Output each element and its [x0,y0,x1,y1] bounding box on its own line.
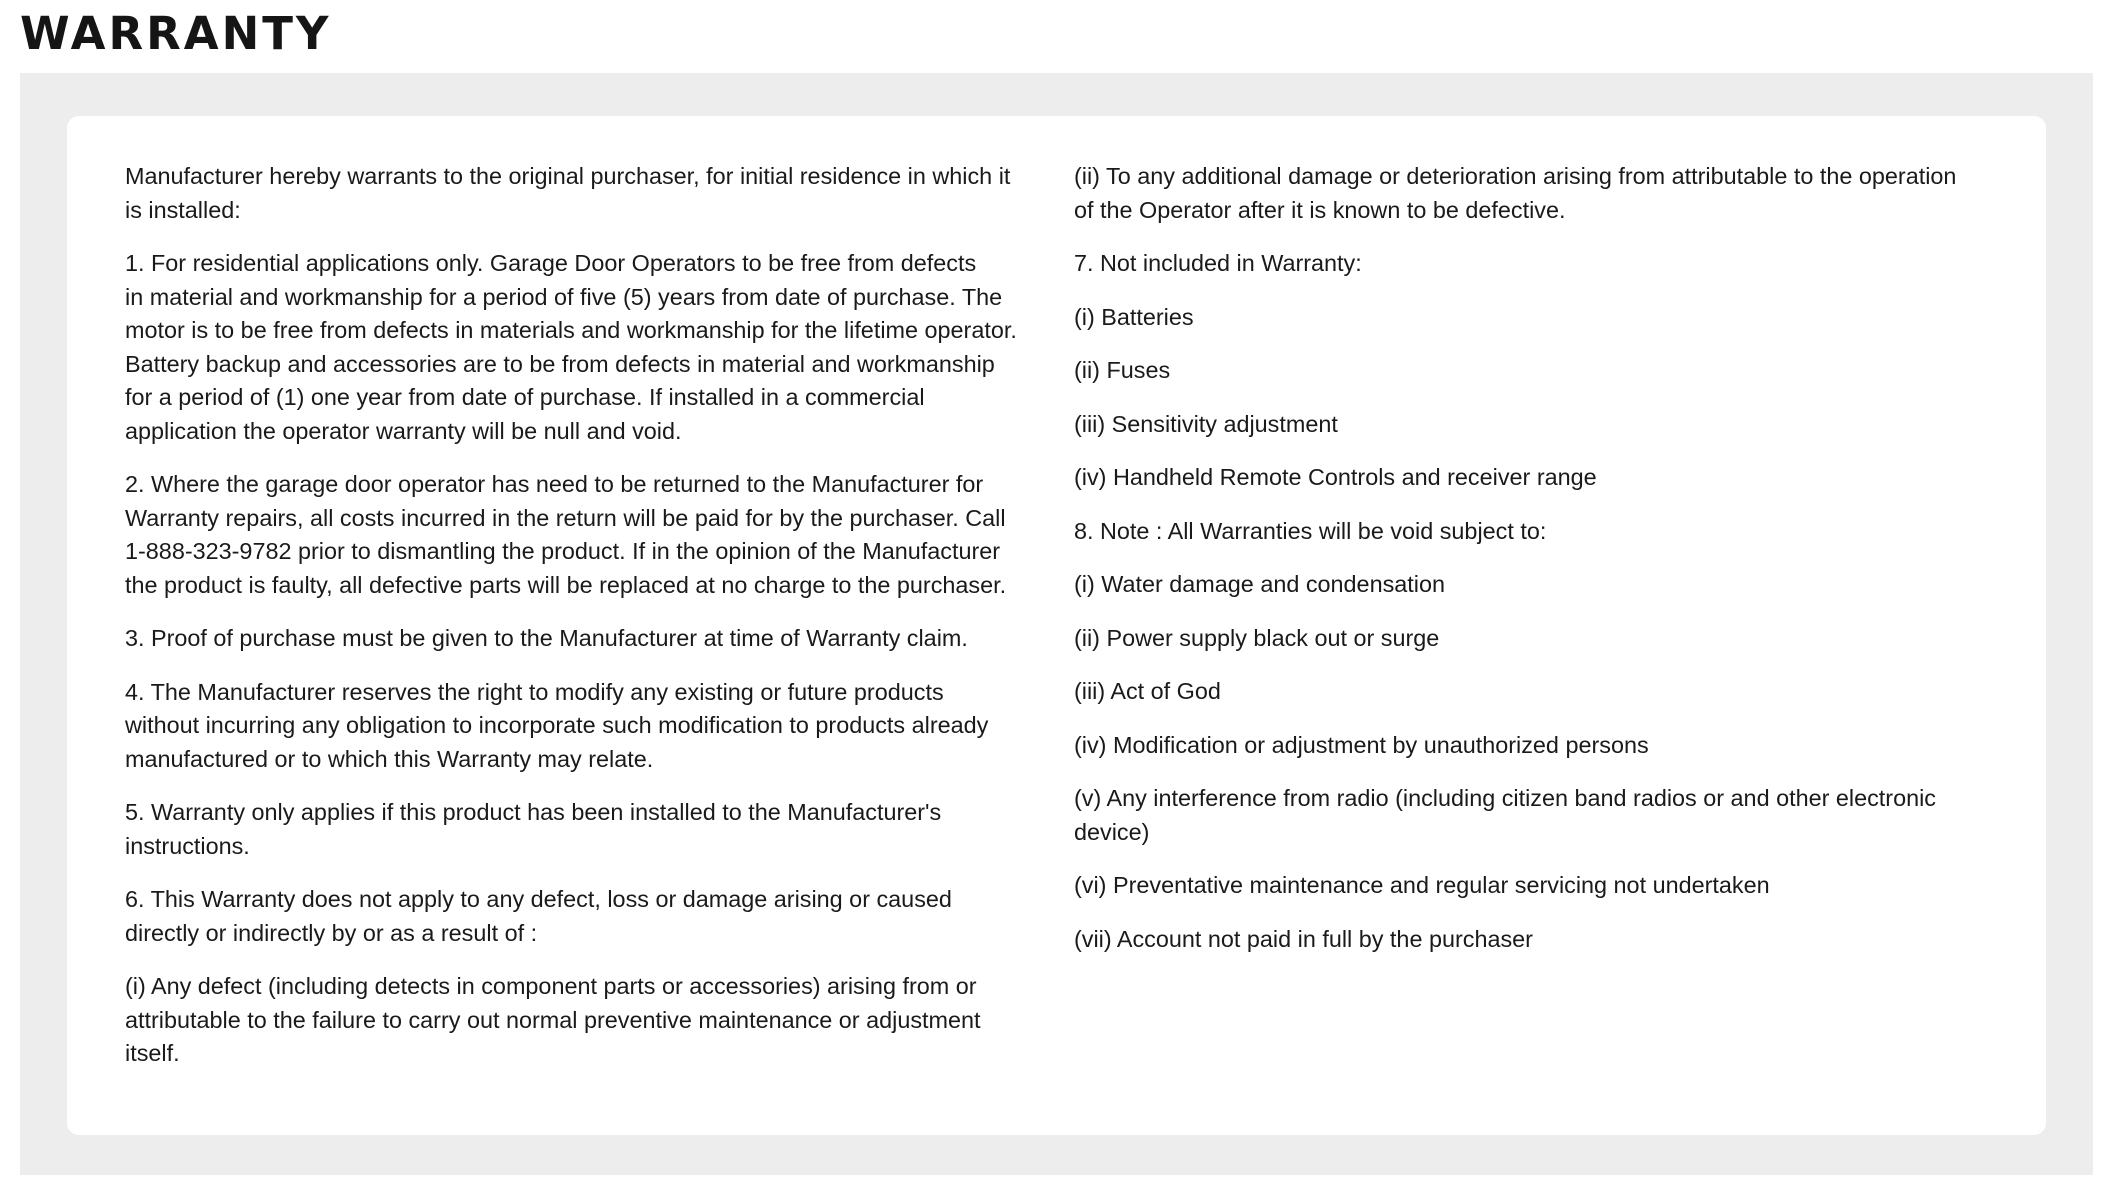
warranty-void-condition-item: (vii) Account not paid in full by the purchaser [1074,925,1533,952]
warranty-void-condition-item: (ii) Power supply black out or surge [1074,624,1440,651]
warranty-panel [20,73,2093,1175]
warranty-exclusion-item: (iii) Sensitivity adjustment [1074,410,1338,437]
warranty-clause-6-item-i: (i) Any defect (including detects in component parts or accessories) arising from or attributable to the failure to carry out normal preventive maintenance or adjustment itself. [125,973,981,1066]
warranty-void-condition-item: (iii) Act of God [1074,678,1221,704]
warranty-void-condition-item: (i) Water damage and condensation [1074,571,1445,597]
warranty-clause-8: 8. Note : All Warranties will be void subject to: [1074,517,1547,544]
warranty-void-condition-item: (vi) Preventative maintenance and regular servicing not undertaken [1074,872,1770,898]
warranty-clause-2: 2. Where the garage door operator has need to be returned to the Manufacturer for Warranty repairs, all costs incurred in the return will be paid for by the purchaser. Call 1-888-323-9782 prior to dismantling the product. If in the opinion of the Manufacturer the product is faulty, all defective parts will be replaced at no charge to the purchaser. [125,471,1007,598]
warranty-clause-3: 3. Proof of purchase must be given to the Manufacturer at time of Warranty claim. [125,625,968,651]
warranty-intro: Manufacturer hereby warrants to the original purchaser, for initial residence in which it is installed: [125,163,1011,223]
warranty-clause-6-item-ii: (ii) To any additional damage or deterioration arising from attributable to the operation of the Operator after it is known to be defective. [1074,163,1957,223]
warranty-clause-5: 5. Warranty only applies if this product has been installed to the Manufacturer's instructions. [125,799,942,859]
warranty-right-column [1074,160,1999,976]
warranty-clause-4: 4. The Manufacturer reserves the right to modify any existing or future products without incurring any obligation to incorporate such modification to products already manufactured or to which this Warranty may relate. [125,678,989,772]
warranty-exclusion-item: (iv) Handheld Remote Controls and receiver range [1074,464,1597,490]
warranty-left-column [125,160,1050,1091]
warranty-card [67,116,2046,1135]
warranty-void-condition-item: (iv) Modification or adjustment by unauthorized persons [1074,731,1649,758]
warranty-clause-6: 6. This Warranty does not apply to any defect, loss or damage arising or caused directly or indirectly by or as a result of : [125,886,952,946]
warranty-void-condition-item: (v) Any interference from radio (including citizen band radios or and other electronic device) [1074,785,1936,845]
warranty-clause-1: 1. For residential applications only. Garage Door Operators to be free from defects in material and workmanship for a period of five (5) years from date of purchase. The motor is to be free from defects in materials and workmanship for the lifetime operator. Battery backup and accessories are to be from defects in material and workmanship for a period of (1) one year from date of purchase. If installed in a commercial application the operator warranty will be null and void. [125,250,1017,444]
warranty-exclusion-item: (ii) Fuses [1074,357,1171,383]
warranty-clause-7: 7. Not included in Warranty: [1074,250,1362,276]
warranty-exclusion-item: (i) Batteries [1074,303,1194,330]
page-title: WARRANTY [20,7,332,60]
